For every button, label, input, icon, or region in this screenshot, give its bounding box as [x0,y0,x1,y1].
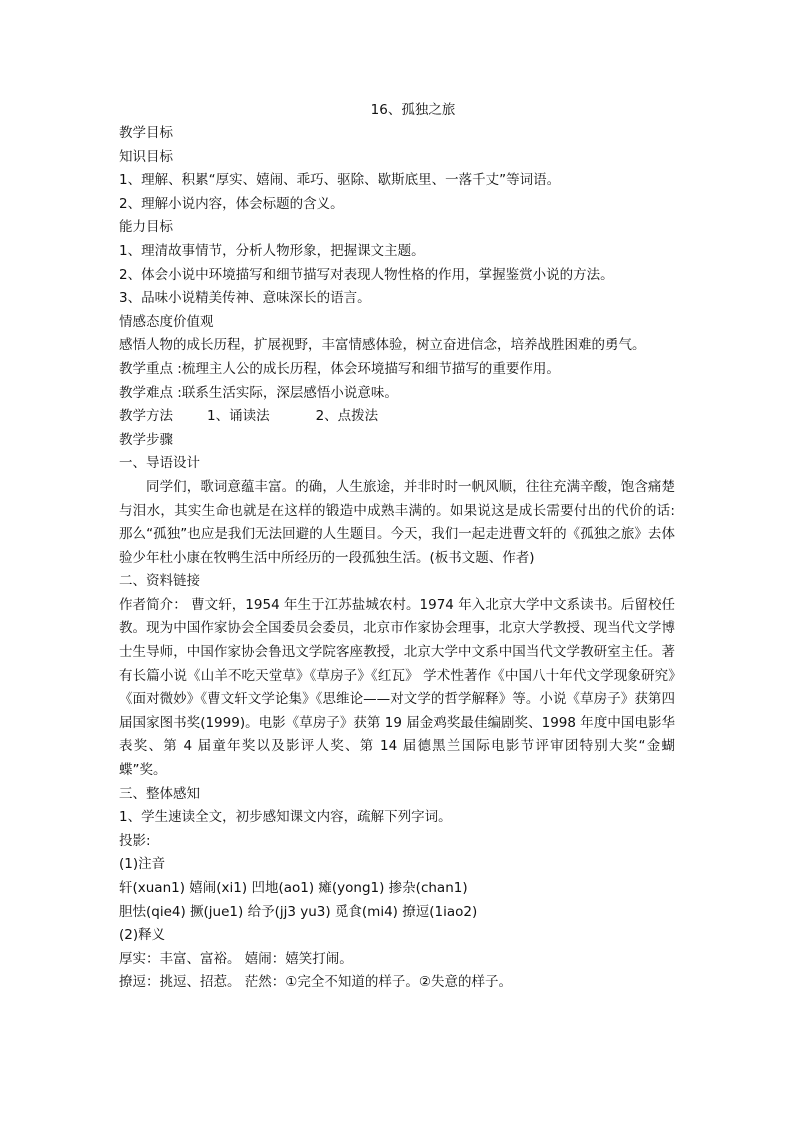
definition-line-1: 厚实：丰富、富裕。 嬉闹：嬉笑打闹。 [119,950,353,967]
knowledge-goal-2: 2、理解小说内容，体会标题的含义。 [119,195,344,212]
pronunciation-line-1: 轩(xuan1) 嬉闹(xi1) 凹地(ao1) 瘫(yong1) 掺杂(chan1) [119,880,468,896]
section-1-heading: 一、导语设计 [119,455,200,472]
heading-teaching-goals: 教学目标 [119,125,173,141]
definition-line-2: 撩逗：挑逗、招惹。 茫然：①完全不知道的样子。②失意的样子。 [119,974,512,991]
teaching-difficulty: 教学难点 :联系生活实际，深层感悟小说意味。 [119,384,398,401]
projection-label: 投影: [119,832,151,849]
heading-teaching-steps: 教学步骤 [119,431,173,448]
section-3-task-1: 1、学生速读全文，初步感知课文内容，疏解下列字词。 [119,809,452,826]
ability-goal-1: 1、理清故事情节，分析人物形象，把握课文主题。 [119,242,425,259]
emotion-goal-1: 感悟人物的成长历程，扩展视野，丰富情感体验，树立奋进信念，培养战胜困难的勇气。 [119,337,646,354]
section-2-heading: 二、资料链接 [119,573,200,590]
teaching-method-1: 1、诵读法 [207,408,270,425]
definition-heading: (2)释义 [119,927,166,944]
teaching-methods-label: 教学方法 [119,408,173,425]
pronunciation-line-2: 胆怯(qie4) 撅(jue1) 给予(jj3 yu3) 觅食(mi4) 撩逗(1iao2) [119,903,478,920]
teaching-method-2: 2、点拨法 [315,408,379,425]
pronunciation-heading: (1)注音 [119,856,166,873]
document-title: 16、孤独之旅 [370,102,456,118]
heading-knowledge-goals: 知识目标 [119,148,173,165]
knowledge-goal-1: 1、理解、积累“厚实、嬉闹、乖巧、驱除、歇斯底里、一落千丈”等词语。 [119,172,561,189]
ability-goal-3: 3、品味小说精美传神、意味深长的语言。 [119,290,371,307]
ability-goal-2: 2、体会小说中环境描写和细节描写对表现人物性格的作用，掌握鉴赏小说的方法。 [119,266,614,283]
document-body [119,98,675,995]
section-2-paragraph: 作者简介： 曹文轩，1954 年生于江苏盐城农村。1974 年入北京大学中文系读书。后留校任教。现为中国作家协会全国委员会委员，北京市作家协会理事，北京大学教授、现当代文学博士生导师，中国作家协会鲁迅文学院客座教授，北京大学中文系中国当代文学教研室主任。著有长篇小说《山羊不吃天堂草》《草房子》《红瓦》 学术性著作《中国八十年代文学现象研究》《面对微妙》《曹文轩文学论集》《思维论——对文学的哲学解释》等。小说《草房子》获第四届国家图书奖(1999)。电影《草房子》获第 19 届金鸡奖最佳编剧奖、1998 年度中国电影华表奖、第 4 届童年奖以及影评人奖、第 14 届德黑兰国际电影节评审团特别大奖“金蝴蝶”奖。 [119,596,675,779]
teaching-key-point: 教学重点 :梳理主人公的成长历程，体会环境描写和细节描写的重要作用。 [119,360,560,377]
section-1-paragraph: 同学们，歌词意蕴丰富。的确，人生旅途，并非时时一帆风顺，往往充满辛酸，饱含痛楚与泪水，其实生命也就是在这样的锻造中成熟丰满的。如果说这是成长需要付出的代价的话: 那么“孤独”也应是我们无法回避的人生题目。今天，我们一起走进曹文轩的《孤独之旅》去体验少年杜小康在牧鸭生活中所经历的一段孤独生活。(板书文题、作者) [119,478,675,566]
heading-ability-goals: 能力目标 [119,219,173,236]
heading-emotion-goals: 情感态度价值观 [119,313,214,330]
section-3-heading: 三、整体感知 [119,785,200,802]
teaching-methods [119,405,675,429]
